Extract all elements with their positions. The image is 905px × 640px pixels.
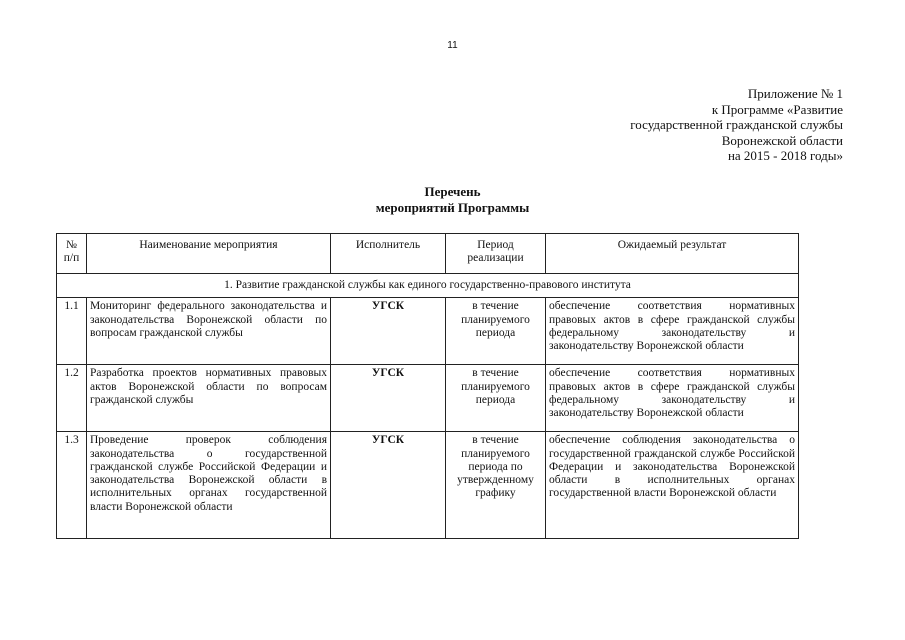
row-num: 1.3 xyxy=(57,432,87,539)
table-header-row xyxy=(57,234,799,274)
row-result: обеспечение соблюдения законодательства о государственной гражданской службе Российской Федерации и законодательства Воронежской области в исполнительных органах государственной власти Воронежской области xyxy=(546,432,799,539)
row-name: Разработка проектов нормативных правовых актов Воронежской области по вопросам гражданской службы xyxy=(87,365,331,432)
row-executor: УГСК xyxy=(331,432,446,539)
appendix-line: к Программе «Развитие xyxy=(711,101,843,117)
header-period: Период реализации xyxy=(446,234,546,274)
header-num: № п/п xyxy=(57,234,87,274)
row-result: обеспечение соответствия нормативных правовых актов в сфере гражданской службы федеральному законодательству и законодательству Воронежской области xyxy=(546,298,799,365)
document-title xyxy=(0,184,905,216)
title-line: мероприятий Программы xyxy=(375,200,530,215)
appendix-block xyxy=(630,86,843,164)
header-executor: Исполнитель xyxy=(331,234,446,274)
row-num: 1.1 xyxy=(57,298,87,365)
page-number: 11 xyxy=(447,40,458,51)
program-table xyxy=(56,233,799,539)
row-period: в течение планируемого периода xyxy=(446,365,546,432)
row-executor: УГСК xyxy=(331,365,446,432)
table-row xyxy=(57,298,799,365)
row-num: 1.2 xyxy=(57,365,87,432)
title-line: Перечень xyxy=(424,184,481,199)
row-name: Проведение проверок соблюдения законодательства о государственной гражданской службе Российской Федерации и законодательства Воронежской области в исполнительных органах государственной власти Воронежской области xyxy=(87,432,331,539)
row-period: в течение планируемого периода xyxy=(446,298,546,365)
appendix-line: Воронежской области xyxy=(721,132,843,148)
section-row xyxy=(57,274,799,298)
header-result: Ожидаемый результат xyxy=(546,234,799,274)
table-row xyxy=(57,365,799,432)
appendix-line: государственной гражданской службы xyxy=(630,117,843,132)
row-result: обеспечение соответствия нормативных правовых актов в сфере гражданской службы федеральному законодательству и законодательству Воронежской области xyxy=(546,365,799,432)
table-row xyxy=(57,432,799,539)
appendix-line: Приложение № 1 xyxy=(747,86,843,101)
appendix-line: на 2015 - 2018 годы» xyxy=(727,148,843,163)
row-executor: УГСК xyxy=(331,298,446,365)
row-name: Мониторинг федерального законодательства и законодательства Воронежской области по вопросам гражданской службы xyxy=(87,298,331,365)
section-title: 1. Развитие гражданской службы как единого государственно-правового института xyxy=(57,274,799,298)
header-name: Наименование мероприятия xyxy=(87,234,331,274)
row-period: в течение планируемого периода по утвержденному графику xyxy=(446,432,546,539)
